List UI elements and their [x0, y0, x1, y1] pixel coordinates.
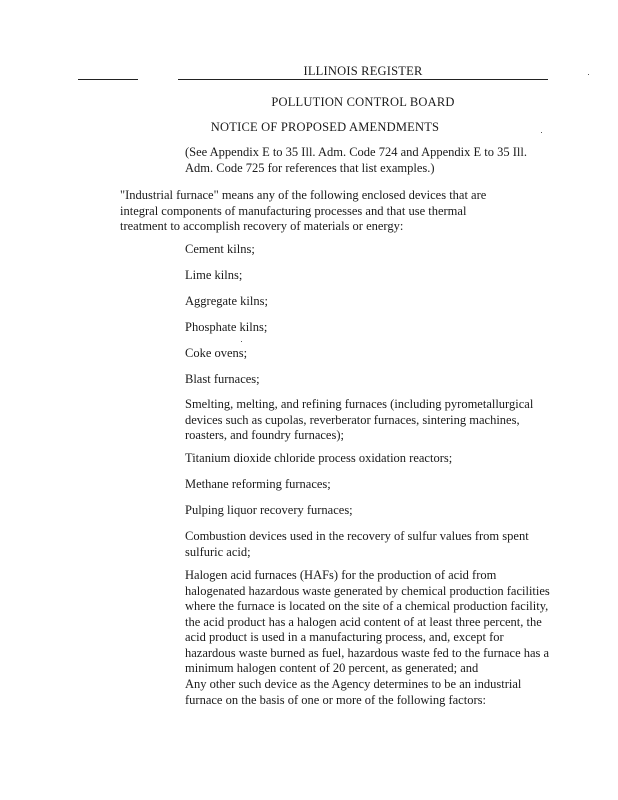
reference-note: (See Appendix E to 35 Ill. Adm. Code 724 and Appendix E to 35 Ill. Adm. Code 725 for references that list examples.) [185, 145, 527, 175]
scan-speck [588, 74, 589, 75]
list-item-aggregate-kilns: Aggregate kilns; [185, 294, 268, 308]
list-item-blast-furnaces: Blast furnaces; [185, 372, 260, 386]
list-item-lime-kilns: Lime kilns; [185, 268, 243, 282]
scan-speck [541, 132, 542, 133]
board-title: POLLUTION CONTROL BOARD [271, 95, 455, 109]
list-item-titanium-dioxide: Titanium dioxide chloride process oxidation reactors; [185, 451, 453, 465]
list-item-cement-kilns: Cement kilns; [185, 242, 255, 256]
notice-title: NOTICE OF PROPOSED AMENDMENTS [210, 120, 440, 134]
list-item-pulping-liquor: Pulping liquor recovery furnaces; [185, 503, 353, 517]
list-item-halogen-acid-furnaces: Halogen acid furnaces (HAFs) for the production of acid from halogenated hazardous waste generated by chemical production facilities where the furnace is located on the site of a chemical production facility, the acid product has a halogen acid content of at least three percent, the acid product is used in a manufacturing process, and, except for hazardous waste burned as fuel, hazardous waste fed to the furnace has a minimum halogen content of 20 percent, as generated; and [185, 568, 550, 675]
definition-intro: "Industrial furnace" means any of the following enclosed devices that are integral components of manufacturing processes and that use thermal treatment to accomplish recovery of materials or energy: [120, 188, 487, 233]
list-item-methane-reforming: Methane reforming furnaces; [185, 477, 331, 491]
header-rule-right [178, 79, 548, 80]
list-item-other-devices: Any other such device as the Agency determines to be an industrial furnace on the basis of one or more of the following factors: [185, 677, 522, 707]
register-title: ILLINOIS REGISTER [303, 64, 423, 78]
list-item-combustion-devices: Combustion devices used in the recovery of sulfur values from spent sulfuric acid; [185, 529, 529, 559]
list-item-smelting-furnaces: Smelting, melting, and refining furnaces (including pyrometallurgical devices such as cupolas, reverberator furnaces, sintering machines, roasters, and foundry furnaces); [185, 397, 534, 442]
list-item-coke-ovens: Coke ovens; [185, 346, 248, 360]
scan-speck [241, 341, 242, 342]
header-rule-left [78, 79, 138, 80]
list-item-phosphate-kilns: Phosphate kilns; [185, 320, 268, 334]
